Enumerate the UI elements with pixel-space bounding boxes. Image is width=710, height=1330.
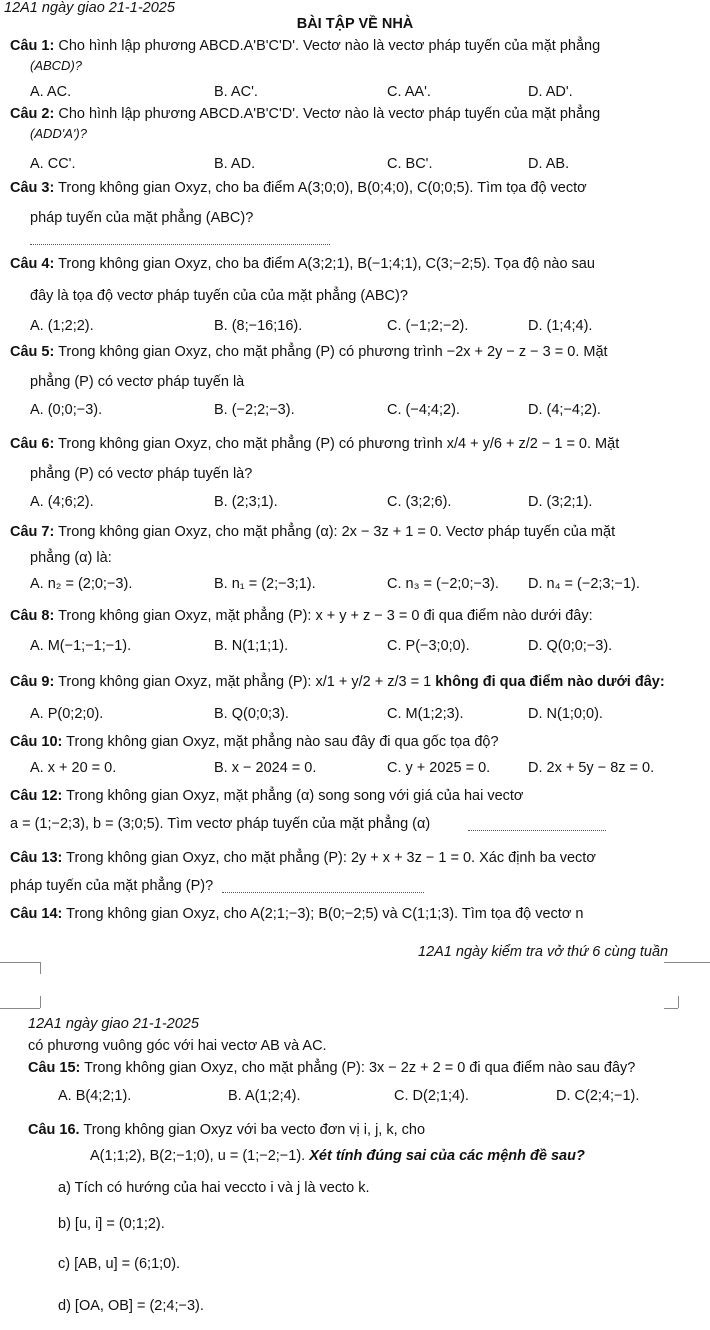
q3-text <box>10 178 587 198</box>
q9-text <box>10 672 665 692</box>
q15-text <box>28 1058 635 1078</box>
q5-option-d[interactable]: D. (4;−4;2). <box>528 402 601 418</box>
q6-option-d[interactable]: D. (3;2;1). <box>528 494 593 510</box>
q15-body: Trong không gian Oxyz, cho mặt phẳng (P): 3x − 2z + 2 = 0 đi qua điểm nào sau đây? <box>84 1060 636 1076</box>
q16-label: Câu 16. <box>28 1122 80 1138</box>
q10-text <box>10 732 499 752</box>
q6-option-c[interactable]: C. (3;2;6). <box>387 494 452 510</box>
q6-body: Trong không gian Oxyz, cho mặt phẳng (P) có phương trình x/4 + y/6 + z/2 − 1 = 0. Mặt <box>58 436 620 452</box>
q7-option-a[interactable]: A. n₂ = (2;0;−3). <box>30 576 133 592</box>
q5-option-a[interactable]: A. (0;0;−3). <box>30 402 103 418</box>
page-title: BÀI TẬP VỀ NHÀ <box>296 16 414 32</box>
q16-instruction: Xét tính đúng sai của các mệnh đề sau? <box>309 1148 585 1164</box>
q4-option-a[interactable]: A. (1;2;2). <box>30 318 94 334</box>
q15-option-c[interactable]: C. D(2;1;4). <box>394 1088 469 1104</box>
footer-note: 12A1 ngày kiểm tra vở thứ 6 cùng tuần <box>418 944 669 960</box>
divider-left-bottom <box>0 1008 40 1009</box>
q9-option-b[interactable]: B. Q(0;0;3). <box>214 706 289 722</box>
q5-text2: phẳng (P) có vectơ pháp tuyến là <box>30 374 245 390</box>
q1-text2: (ABCD)? <box>30 58 83 73</box>
q7-text <box>10 522 615 542</box>
q12-label: Câu 12: <box>10 788 63 804</box>
q12-text <box>10 786 523 806</box>
q1-option-d[interactable]: D. AD'. <box>528 84 573 100</box>
q10-option-b[interactable]: B. x − 2024 = 0. <box>214 760 317 776</box>
q1-option-b[interactable]: B. AC'. <box>214 84 258 100</box>
q16-body: Trong không gian Oxyz với ba vecto đơn vị i, j, k, cho <box>83 1122 426 1138</box>
q4-text <box>10 254 595 274</box>
q16-statement-a[interactable]: a) Tích có hướng của hai veccto i và j là vecto k. <box>58 1180 370 1196</box>
header-date-2: 12A1 ngày giao 21-1-2025 <box>28 1016 199 1032</box>
q6-label: Câu 6: <box>10 436 55 452</box>
q9-body-bold: không đi qua điểm nào dưới đây: <box>435 674 665 690</box>
q4-body: Trong không gian Oxyz, cho ba điểm A(3;2;1), B(−1;4;1), C(3;−2;5). Tọa độ nào sau <box>58 256 595 272</box>
q3-label: Câu 3: <box>10 180 55 196</box>
q2-option-a[interactable]: A. CC'. <box>30 156 76 172</box>
divider-left-corner-b <box>40 996 41 1008</box>
q10-body: Trong không gian Oxyz, mặt phẳng nào sau đây đi qua gốc tọa độ? <box>66 734 499 750</box>
q14-text <box>10 904 583 924</box>
q9-option-a[interactable]: A. P(0;2;0). <box>30 706 104 722</box>
q6-option-a[interactable]: A. (4;6;2). <box>30 494 94 510</box>
q4-option-d[interactable]: D. (1;4;4). <box>528 318 593 334</box>
q7-label: Câu 7: <box>10 524 55 540</box>
q2-body: Cho hình lập phương ABCD.A'B'C'D'. Vectơ nào là vectơ pháp tuyến của mặt phẳng <box>58 106 601 122</box>
q4-label: Câu 4: <box>10 256 55 272</box>
q8-option-d[interactable]: D. Q(0;0;−3). <box>528 638 613 654</box>
q2-text2: (ADD'A')? <box>30 126 87 141</box>
q3-answer-line[interactable] <box>30 244 330 245</box>
q8-label: Câu 8: <box>10 608 55 624</box>
q4-option-c[interactable]: C. (−1;2;−2). <box>387 318 469 334</box>
q1-body: Cho hình lập phương ABCD.A'B'C'D'. Vectơ nào là vectơ pháp tuyến của mặt phẳng <box>58 38 601 54</box>
header-date: 12A1 ngày giao 21-1-2025 <box>4 0 175 16</box>
q15-label: Câu 15: <box>28 1060 81 1076</box>
divider-right-top <box>664 962 710 963</box>
q16-statement-b[interactable]: b) [u, i] = (0;1;2). <box>58 1216 165 1232</box>
q3-body: Trong không gian Oxyz, cho ba điểm A(3;0;0), B(0;4;0), C(0;0;5). Tìm tọa độ vectơ <box>58 180 587 196</box>
q15-option-d[interactable]: D. C(2;4;−1). <box>556 1088 640 1104</box>
q5-body: Trong không gian Oxyz, cho mặt phẳng (P) có phương trình −2x + 2y − z − 3 = 0. Mặt <box>58 344 608 360</box>
q16-text2 <box>90 1146 585 1166</box>
q7-text2: phẳng (α) là: <box>30 550 112 566</box>
q8-option-a[interactable]: A. M(−1;−1;−1). <box>30 638 132 654</box>
q16-statement-c[interactable]: c) [AB, u] = (6;1;0). <box>58 1256 181 1272</box>
q9-option-c[interactable]: C. M(1;2;3). <box>387 706 464 722</box>
q15-option-a[interactable]: A. B(4;2;1). <box>58 1088 132 1104</box>
q1-label: Câu 1: <box>10 38 55 54</box>
q9-body: Trong không gian Oxyz, mặt phẳng (P): x/1 + y/2 + z/3 = 1 <box>58 674 432 690</box>
q15-option-b[interactable]: B. A(1;2;4). <box>228 1088 301 1104</box>
divider-right-corner-b <box>678 996 679 1008</box>
q16-statement-d[interactable]: d) [OA, OB] = (2;4;−3). <box>58 1298 204 1314</box>
q2-option-c[interactable]: C. BC'. <box>387 156 433 172</box>
q5-option-c[interactable]: C. (−4;4;2). <box>387 402 460 418</box>
q8-option-c[interactable]: C. P(−3;0;0). <box>387 638 470 654</box>
q13-answer-line[interactable] <box>222 892 424 893</box>
q2-option-d[interactable]: D. AB. <box>528 156 570 172</box>
q13-text2: pháp tuyến của mặt phẳng (P)? <box>10 878 214 894</box>
q14-label: Câu 14: <box>10 906 63 922</box>
q1-option-c[interactable]: C. AA'. <box>387 84 431 100</box>
divider-right-bottom <box>664 1008 678 1009</box>
q10-option-d[interactable]: D. 2x + 5y − 8z = 0. <box>528 760 655 776</box>
q14-continuation: có phương vuông góc với hai vectơ AB và AC. <box>28 1038 327 1054</box>
q10-option-a[interactable]: A. x + 20 = 0. <box>30 760 117 776</box>
q13-text <box>10 848 596 868</box>
q12-body: Trong không gian Oxyz, mặt phẳng (α) song song với giá của hai vectơ <box>66 788 524 804</box>
q16-given: A(1;1;2), B(2;−1;0), u = (1;−2;−1). <box>90 1148 306 1164</box>
divider-left-corner <box>40 962 41 974</box>
q5-option-b[interactable]: B. (−2;2;−3). <box>214 402 295 418</box>
q7-option-c[interactable]: C. n₃ = (−2;0;−3). <box>387 576 499 592</box>
q6-text2: phẳng (P) có vectơ pháp tuyến là? <box>30 466 253 482</box>
q2-option-b[interactable]: B. AD. <box>214 156 256 172</box>
q6-text <box>10 434 619 454</box>
q5-text <box>10 342 608 362</box>
q4-text2: đây là tọa độ vectơ pháp tuyến của của mặt phẳng (ABC)? <box>30 288 408 304</box>
q13-label: Câu 13: <box>10 850 63 866</box>
q8-body: Trong không gian Oxyz, mặt phẳng (P): x + y + z − 3 = 0 đi qua điểm nào dưới đây: <box>58 608 593 624</box>
q12-text2: a = (1;−2;3), b = (3;0;5). Tìm vectơ pháp tuyến của mặt phẳng (α) <box>10 816 431 832</box>
q14-body: Trong không gian Oxyz, cho A(2;1;−3); B(0;−2;5) và C(1;1;3). Tìm tọa độ vectơ n <box>66 906 584 922</box>
q12-answer-line[interactable] <box>468 830 606 831</box>
q5-label: Câu 5: <box>10 344 55 360</box>
q2-text <box>10 104 600 124</box>
q7-option-d[interactable]: D. n₄ = (−2;3;−1). <box>528 576 640 592</box>
q6-option-b[interactable]: B. (2;3;1). <box>214 494 278 510</box>
q10-label: Câu 10: <box>10 734 63 750</box>
divider-left-top <box>0 962 40 963</box>
q9-label: Câu 9: <box>10 674 55 690</box>
q8-text <box>10 606 593 626</box>
q7-option-b[interactable]: B. n₁ = (2;−3;1). <box>214 576 316 592</box>
q10-option-c[interactable]: C. y + 2025 = 0. <box>387 760 491 776</box>
q3-text2: pháp tuyến của mặt phẳng (ABC)? <box>30 210 254 226</box>
q13-body: Trong không gian Oxyz, cho mặt phẳng (P): 2y + x + 3z − 1 = 0. Xác định ba vectơ <box>66 850 596 866</box>
q4-option-b[interactable]: B. (8;−16;16). <box>214 318 303 334</box>
q1-text <box>10 36 600 56</box>
q9-option-d[interactable]: D. N(1;0;0). <box>528 706 603 722</box>
q7-body: Trong không gian Oxyz, cho mặt phẳng (α): 2x − 3z + 1 = 0. Vectơ pháp tuyến của mặt <box>58 524 616 540</box>
q16-text <box>28 1120 425 1140</box>
q8-option-b[interactable]: B. N(1;1;1). <box>214 638 289 654</box>
q2-label: Câu 2: <box>10 106 55 122</box>
q1-option-a[interactable]: A. AC. <box>30 84 72 100</box>
